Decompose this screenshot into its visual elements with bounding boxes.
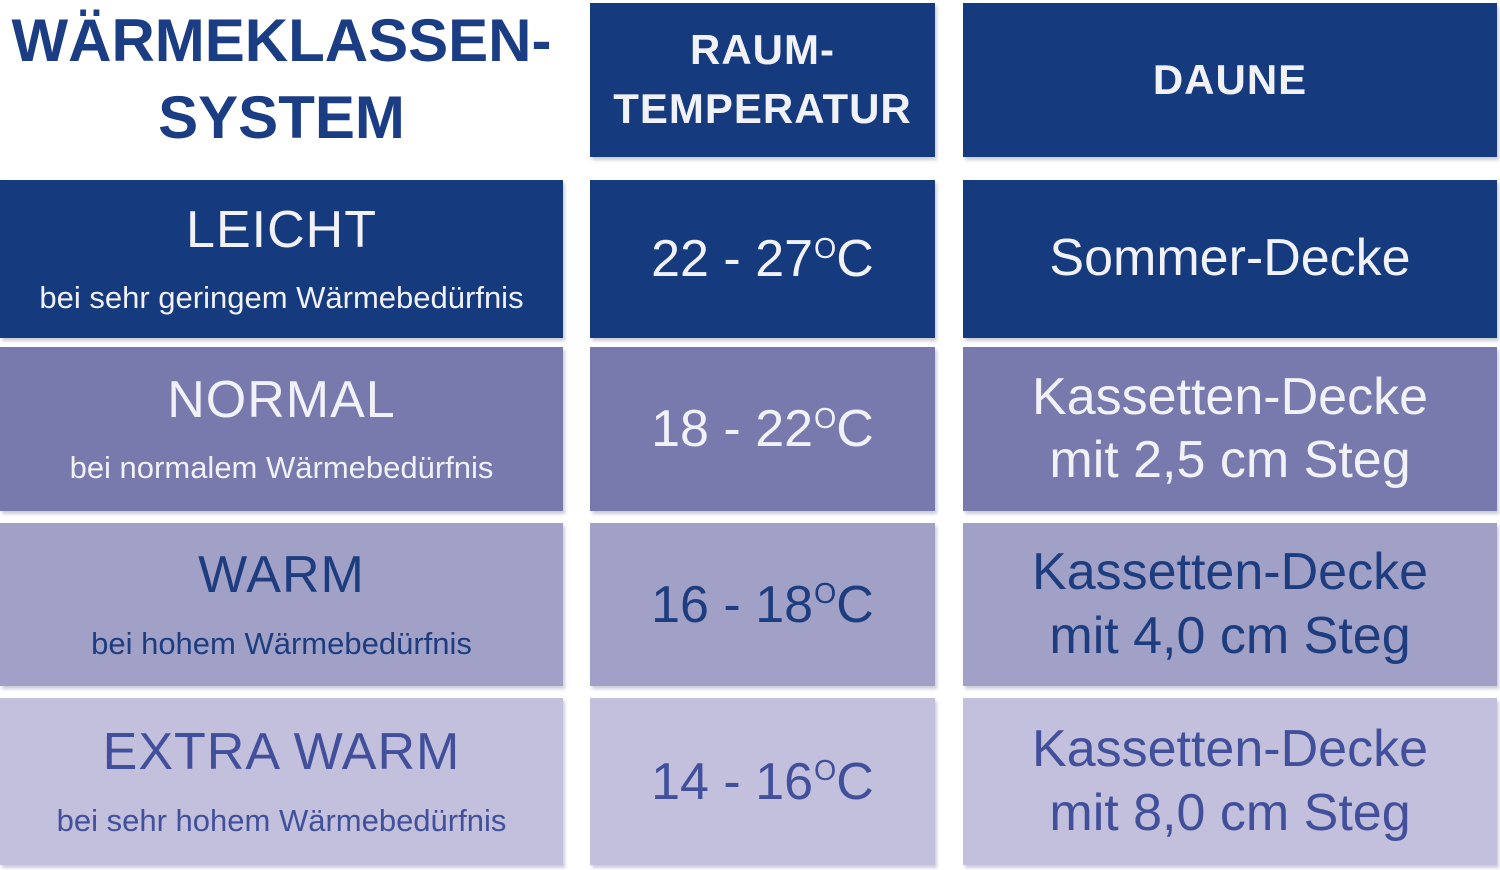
temperature-cell-extra-warm <box>590 698 935 865</box>
degree-mark: O <box>814 755 837 788</box>
table-title-line1: WÄRMEKLASSEN- <box>11 7 552 75</box>
daune-line2: mit 4,0 cm Steg <box>1049 606 1411 665</box>
temperature-cell-normal <box>590 347 935 511</box>
class-name: LEICHT <box>186 200 377 259</box>
temperature-value: $14 - 16^OC$ <box>651 752 874 811</box>
class-description: bei normalem Wärmebedürfnis <box>69 450 494 485</box>
daune-line1: Sommer-Decke <box>1049 229 1411 288</box>
class-description: bei sehr geringem Wärmebedürfnis <box>39 280 524 315</box>
daune-header-label: DAUNE <box>1152 55 1308 103</box>
class-description: bei hohem Wärmebedürfnis <box>91 625 472 661</box>
degree-mark: O <box>814 232 837 265</box>
class-name: EXTRA WARM <box>102 723 461 782</box>
class-cell-leicht <box>0 180 563 338</box>
temperature-value: $18 - 22^OC$ <box>651 400 874 458</box>
class-cell-extra-warm <box>0 698 563 865</box>
daune-cell-normal <box>963 347 1497 511</box>
temperature-value: $16 - 18^OC$ <box>651 575 874 634</box>
daune-line2: mit 2,5 cm Steg <box>1049 431 1411 489</box>
temperature-cell-warm <box>590 523 935 686</box>
table-title <box>0 3 563 157</box>
column-header-daune <box>963 3 1497 157</box>
daune-line2: mit 8,0 cm Steg <box>1049 783 1411 842</box>
daune-line1: Kassetten-Decke <box>1032 367 1428 426</box>
degree-mark: O <box>814 578 837 611</box>
class-name: WARM <box>198 546 365 605</box>
temperature-header-line2: TEMPERATUR <box>613 85 912 132</box>
class-cell-normal <box>0 347 563 511</box>
daune-cell-warm <box>963 523 1497 686</box>
class-description: bei sehr hohem Wärmebedürfnis <box>56 802 507 838</box>
temperature-value: $22 - 27^OC$ <box>651 230 874 288</box>
temperature-cell-leicht <box>590 180 935 338</box>
daune-line1: Kassetten-Decke <box>1032 720 1428 779</box>
daune-cell-extra-warm <box>963 698 1497 865</box>
temperature-header-line1: RAUM- <box>690 26 835 74</box>
daune-line1: Kassetten-Decke <box>1032 543 1428 602</box>
class-cell-warm <box>0 523 563 686</box>
daune-cell-leicht <box>963 180 1497 338</box>
class-name: NORMAL <box>167 370 396 429</box>
table-title-line2: SYSTEM <box>158 84 405 151</box>
column-header-temperature <box>590 3 935 157</box>
degree-mark: O <box>814 402 837 435</box>
